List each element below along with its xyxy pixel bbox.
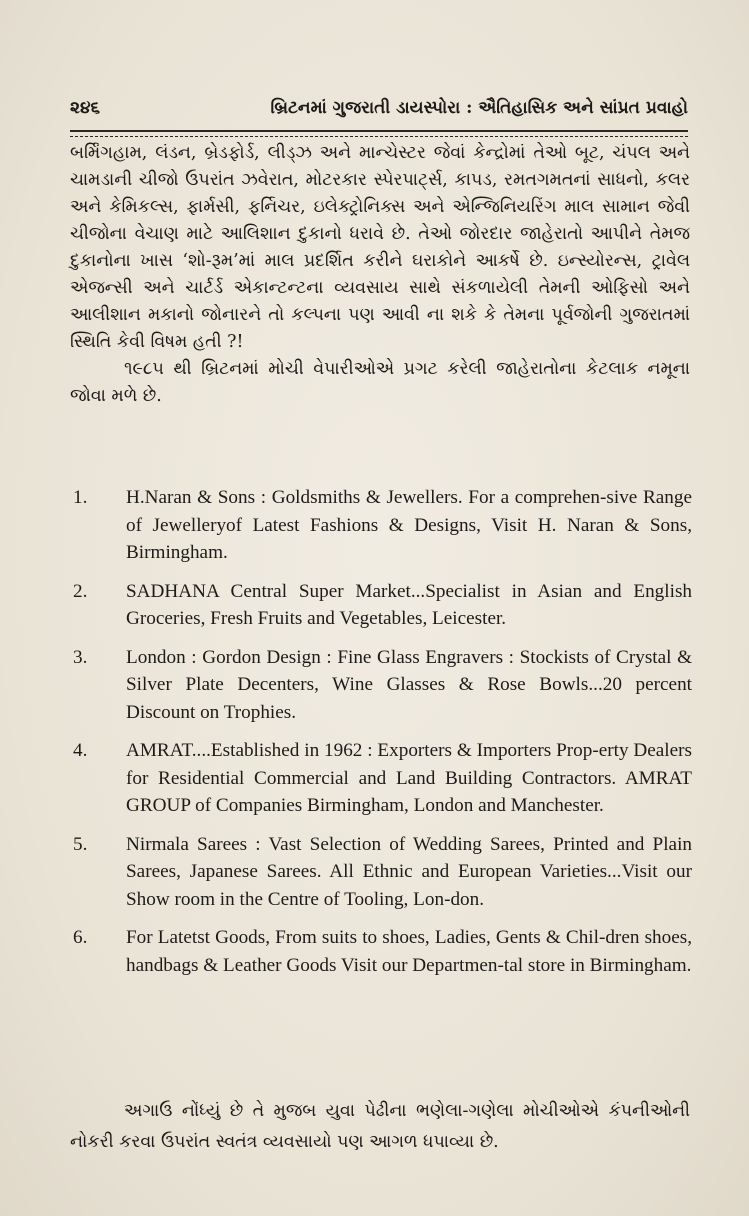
paragraph: બર્મિંગહામ, લંડન, બ્રેડફોર્ડ, લીડ્ઝ અને માન્ચેસ્ટર જેવાં કેન્દ્રોમાં તેઓ બૂટ, ચંપલ અને ચામડાની ચીજો ઉપરાંત ઝવેરાત, મોટરકાર સ્પેરપાર્ટ્સ, કાપડ, રમતગમતનાં સાધનો, કલર અને કેમિકલ્સ, ફાર્મસી, ફર્નિચર, ઇલેક્ટ્રોનિક્સ અને એન્જિનિયરિંગ માલ સામાન જેવી ચીજોના વેચાણ માટે આલિશાન દુકાનો ધરાવે છે. તેઓ જોરદાર જાહેરાતો આપીને તેમજ દુકાનોના ખાસ ‘શો-રૂમ’માં માલ પ્રદર્શિત કરીને ઘરાકોને આકર્ષે છે. ઇન્સ્યોરન્સ, ટ્રાવેલ એજન્સી અને ચાર્ટર્ડ એકાન્ટન્ટના વ્યવસાય સાથે સંકળાયેલી તેમની ઓફિસો અને આલીશાન મકાનો જોનારને તો કલ્પના પણ આવી ના શકે કે તેમના પૂર્વજોની ગુજરાતમાં સ્થિતિ કેવી વિષમ હતી ?! [70,143,690,352]
item-text: Nirmala Sarees : Vast Selection of Wedding Sarees, Printed and Plain Sarees, Japanese Sarees. All Ethnic and European Varieties...Visit our Show room in the Centre of Tooling, Lon-don. [126,833,692,910]
item-text: H.Naran & Sons : Goldsmiths & Jewellers. For a comprehen-sive Range of Jewelleryof Latest Fashions & Designs, Visit H. Naran & Sons, Birmingham. [126,487,692,563]
item-number: 3. [73,646,88,668]
item-text: London : Gordon Design : Fine Glass Engravers : Stockists of Crystal & Silver Plate Decenters, Wine Glasses & Rose Bowls...20 percent Discount on Trophies. [126,646,692,723]
list-item [70,484,692,567]
advertisement-list [70,484,692,990]
list-item [70,924,692,979]
list-item [70,644,692,727]
item-text: For Latetst Goods, From suits to shoes, Ladies, Gents & Chil-dren shoes, handbags & Leather Goods Visit our Departmen-tal store in Birmingham. [126,927,692,976]
item-text: SADHANA Central Super Market...Specialist in Asian and English Groceries, Fresh Fruits and Vegetables, Leicester. [126,580,692,629]
item-number: 1. [73,487,88,508]
list-item [70,737,692,820]
item-number: 5. [73,833,88,855]
intro-text [70,140,690,410]
header-rule [70,130,688,137]
item-text: AMRAT....Established in 1962 : Exporters & Importers Prop-erty Dealers for Residential Commercial and Land Building Contractors. AMRAT GROUP of Companies Birmingham, London and Manchester. [126,740,692,816]
item-number: 2. [73,580,88,602]
running-title: બ્રિટનમાં ગુજરાતી ડાયસ્પોરા : ઐતિહાસિક અને સાંપ્રત પ્રવાહો [270,98,688,118]
closing-paragraph: અગાઉ નોંધ્યું છે તે મુજબ યુવા પેઢીના ભણેલા-ગણેલા મોચીઓએ કંપનીઓની નોકરી કરવા ઉપરાંત સ્વતંત્ર વ્યવસાયો પણ આગળ ધપાવ્યા છે. [70,1101,690,1152]
page-number: ૨૪૬ [70,98,101,118]
list-item [70,578,692,633]
running-header [70,98,688,126]
list-item [70,831,692,914]
item-number: 6. [73,927,88,948]
closing-text [70,1096,690,1158]
item-number: 4. [73,740,88,761]
paragraph: ૧૯૮૫ થી બ્રિટનમાં મોચી વેપારીઓએ પ્રગટ કરેલી જાહેરાતોના કેટલાક નમૂના જોવા મળે છે. [70,359,690,406]
